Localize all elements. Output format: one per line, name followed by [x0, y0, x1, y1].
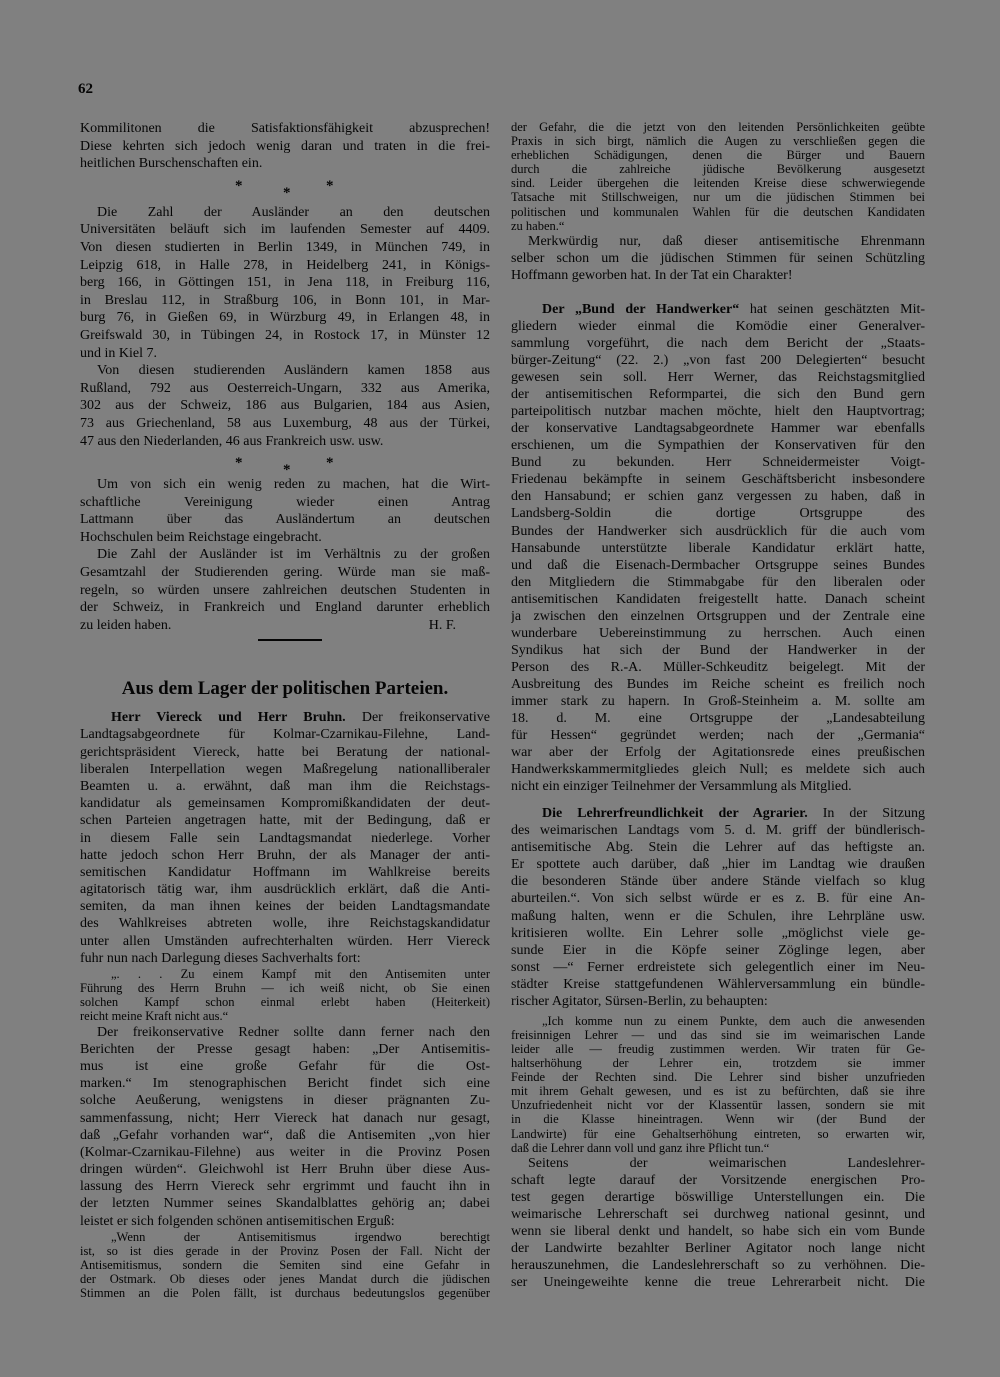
text-line: sonst —“ Ferner erdreistete sich gelegentlich einer im Neu- [511, 959, 925, 975]
text-line: Ausbreitung des Bundes im Reiche scheint es freilich noch [511, 676, 925, 692]
paragraph [80, 546, 490, 634]
text-line [80, 617, 490, 635]
block-quote [511, 120, 925, 233]
text-line: semiten, da man ihnen keines der beiden Landtagsmandate [80, 899, 490, 915]
text-line: Handwerkskammermitgliedes gleich Null; es meldete sich auch [511, 762, 925, 778]
asterisk-mark: * [235, 177, 243, 194]
text-line: test gegen derartige böswillige Unterstellungen ein. Die [511, 1189, 925, 1205]
text-line: antisemitischen Kandidaten freigestellt hatte. Danach scheint [511, 591, 925, 607]
text-line: „Wenn der Antisemitismus irgendwo berechtigt [111, 1229, 490, 1244]
paragraph-lead: Die Lehrerfreundlichkeit der Agrarier. [542, 806, 808, 822]
text-line: erheblichen Schädigungen, denen die Bürger und Bauern [511, 148, 925, 163]
text-line: bürger-Zeitung“ (22. 2.) „von fast 200 Delegierten“ besucht [511, 353, 925, 369]
text-line: freisinnigen Lehrer — und das sind sie im weimarischen Lande [511, 1027, 925, 1042]
paragraph-lead: Der „Bund der Handwerker“ [542, 301, 740, 317]
text-line: lassung des Herrn Viereck sehr ergrimmt und faucht ihn in [80, 1179, 490, 1195]
text-line: Merkwürdig nur, daß dieser antisemitische Ehrenmann [528, 233, 925, 249]
text-line: leider alle — freudig zustimmen werden. Wir traten für Ge- [511, 1042, 925, 1056]
text-line: des weimarischen Landtags vom 5. d. M. griff der bündlerisch- [511, 823, 925, 839]
text-line: sammlung vorgeführt, die nach dem Bericht der „Staats- [511, 335, 925, 351]
text-line: liberalen Interpellation wegen Maßregelung nationalliberaler [80, 761, 490, 777]
text-line: dringen würden“. Gleichwohl ist Herr Bruhn über diese Aus- [80, 1162, 490, 1178]
asterisk-mark: * [326, 177, 334, 194]
text-line: 47 aus den Niederlanden, 46 aus Frankreich usw. usw. [80, 433, 384, 449]
asterisk-mark: * [235, 455, 243, 472]
text-line: kandidatur als gemeinsamen Kompromißkandidaten der deut- [80, 796, 490, 812]
text-line: immer stark zu hapern. In Groß-Steinheim a. M. sollte am [511, 693, 925, 709]
text-line: „Ich komme nun zu einem Punkte, dem auch die anwesenden [542, 1013, 925, 1028]
text-line: maßung halten, wenn er die Schulen, ihre Lehrpläne usw. [511, 908, 925, 924]
paragraph-lead: Herr Viereck und Herr Bruhn. [111, 710, 346, 726]
text-line: solche Aeußerung, wenigstens in dieser prägnanten Zu- [80, 1093, 490, 1109]
text-line: ja zwischen den einzelnen Ortsgruppen und der Zentrale eine [511, 608, 925, 624]
text-line: Er spottete auch darüber, daß „hier im Landtag wie draußen [511, 857, 925, 873]
text-line: Die Zahl der Ausländer ist im Verhältnis zu der großen [97, 547, 490, 563]
section-heading: Aus dem Lager der politischen Parteien. [121, 678, 449, 700]
left-column [80, 120, 490, 1301]
text-line: durch die zahlreiche jüdische Bevölkerung ausgesetzt [511, 162, 925, 177]
paragraph [511, 233, 925, 284]
text-line: Hoffmann geworben hat. In der Tat ein Charakter! [511, 267, 793, 283]
asterisk-mark: * [326, 455, 334, 472]
asterisk-mark: * [283, 462, 291, 479]
text-line: 73 aus Griechenland, 58 aus Luxemburg, 48 aus der Türkei, [80, 415, 490, 431]
text-line: Syndikus hat sich der Bund der Handwerker in der [511, 642, 925, 658]
text-line: Leipzig 618, in Halle 278, in Heidelberg 241, in Königs- [80, 257, 490, 273]
text-line: semitischen Kandidatur Hoffmann im Wahlkreise bereits [80, 864, 490, 880]
text-line: war aber der Erfolg der Agitationsrede eines preußischen [511, 745, 925, 761]
text-line: herauszunehmen, die Landeslehrerschaft so zu verhöhnen. Die- [511, 1258, 925, 1274]
text-line: mit ihrem Gehalt gewesen, und es ist zu befürchten, daß sie ihre [511, 1084, 925, 1099]
text-line [511, 805, 925, 822]
text-line: Von diesen studierenden Ausländern kamen 1858 aus [97, 363, 490, 379]
text-line: sammenfassung, nicht; Herr Viereck hat danach nur gesagt, [80, 1110, 490, 1126]
text-line: heitlichen Burschenschaften ein. [80, 156, 263, 172]
text-line: der Ostmark. Ob dieses oder jenes Mandat durch die jüdischen [80, 1272, 490, 1287]
paragraph [80, 1024, 490, 1230]
text-line: Beamten u. a. erwähnt, daß man ihm die Reichstags- [80, 778, 490, 794]
text-line: Hansabunde unterstützte liberale Kandidatur erklärt hatte, [511, 540, 925, 556]
text-line: haltserhöhung der Lehrer ein, trotzdem sie immer [511, 1056, 925, 1071]
text-line: ist, so ist dies gerade in der Provinz Posen der Fall. Nicht der [80, 1244, 490, 1258]
text-line: Unzufriedenheit nicht vor der Klassentür lassen, sondern sie mit [511, 1098, 925, 1113]
text-line: Bund zu bekunden. Herr Schneidermeister Voigt- [511, 455, 925, 471]
text-line: des Wahlkreises abtreten wolle, ihre Reichstagskandidatur [80, 916, 490, 932]
block-quote [511, 1014, 925, 1155]
block-quote [80, 967, 490, 1024]
text-line: aburteilen.“. Von sich selbst würde er es z. B. für eine An- [511, 891, 925, 907]
text-line: Feinde der Rechten sind. Die Lehrer sind bisher unzufrieden [511, 1070, 925, 1085]
text-line: weimarische Lehrerschaft sei durchweg national gesinnt, und [511, 1206, 925, 1222]
rule-line [258, 639, 322, 641]
text-line: Gesamtzahl der Studierenden gering. Würde man sie maß- [80, 565, 490, 581]
asterism [80, 450, 490, 479]
text-line: (Kolmar-Czarnikau-Filehne) aus weiter in die Provinz Posen [80, 1144, 490, 1160]
asterism [80, 173, 490, 204]
text-line: solchen Kampf schon einmal erlebt haben (Heiterkeit) [80, 995, 490, 1010]
text-line: wunderbare Uebereinstimmung zu herrschen. Auch einen [511, 625, 925, 641]
text-line: Antisemitismus, sondern die Semiten sind eine Gefahr in [80, 1258, 490, 1273]
text-line: reicht meine Kraft nicht aus.“ [80, 1009, 229, 1024]
text-line: der letzten Nummer seines Skandalblattes gehörig an; dabei [80, 1196, 490, 1212]
paragraph [80, 204, 490, 362]
text-line: marken.“ Im stenographischen Bericht findet sich eine [80, 1076, 490, 1092]
text-line: und daß die Eisenach-Dermbacher Ortsgruppe seines Bundes [511, 557, 925, 573]
text-line: Diese kehrten sich jedoch wenig daran und traten in die frei- [80, 138, 490, 154]
text-line: Kommilitonen die Satisfaktionsfähigkeit abzusprechen! [80, 121, 490, 136]
text-line: gewesen sein soll. Herr Werner, das Reichstagsmitglied [511, 370, 925, 386]
text-line: Bundes der Handwerker sich ausdrücklich für die auch vom [511, 523, 925, 539]
text-line: Hochschulen beim Reichstage eingebracht. [80, 529, 322, 545]
text-line: Greifswald 30, in Tübingen 24, in Rostock 17, in Münster 12 [80, 327, 490, 343]
text-line: Lattmann über das Ausländertum an deutschen [80, 512, 490, 528]
text-line: antisemitische Abg. Stein die Lehrer auf das heftigste an. [511, 840, 925, 856]
text-line: Führung des Herrn Bruhn — ich weiß nicht, ob Sie einen [80, 981, 490, 996]
text-line: Landwirte) für eine Gehaltserhöhung eintreten, so erwarten wir, [511, 1126, 925, 1141]
paragraph [80, 709, 490, 967]
text-line: 302 aus der Schweiz, 186 aus Bulgarien, 184 aus Asien, [80, 398, 490, 414]
paragraph [80, 362, 490, 450]
text-line: 18. d. M. eine Ortsgruppe der „Landesabteilung [511, 711, 925, 727]
paragraph [511, 301, 925, 795]
text-line: Die Zahl der Ausländer an den deutschen [97, 204, 490, 220]
text-line: zu haben.“ [511, 218, 565, 233]
text-line: ser Uneingeweihte kenne die treue Lehrerarbeit nicht. Die [511, 1275, 925, 1291]
text-line: daß die Lehrer dann voll und ganz ihre Pflicht tun.“ [511, 1140, 770, 1155]
separator-rule [80, 634, 490, 650]
author-signature: H. F. [428, 617, 456, 633]
text-line: agitatorisch tätig war, ihm ausdrücklich erklärt, daß die Anti- [80, 882, 490, 898]
text-line: in diesem Falle sein Landtagsmandat niederlege. Vorher [80, 830, 490, 846]
text-line: Seitens der weimarischen Landeslehrer- [528, 1155, 925, 1171]
text-line: gliedern wieder einmal die Komödie einer Generalver- [511, 318, 925, 334]
block-quote [80, 1230, 490, 1301]
line-text: hat seinen geschätzten Mit- [749, 301, 925, 317]
text-line: unter allen Umständen aufrechterhalten würden. Herr Viereck [80, 933, 490, 949]
text-line: Praxis in sich birgt, nämlich die Augen zu verschließen gegen die [511, 134, 925, 149]
text-line: den Hansabund; er schien ganz vergessen zu haben, daß in [511, 489, 925, 505]
text-line: gerichtspräsident Viereck, hatte bei Beratung der national- [80, 744, 490, 760]
text-line: der konservative Landtagsabgeordnete Hammer war ebenfalls [511, 421, 925, 437]
text-line: parteipolitisch nutzbar machen möchte, hielt den Hauptvortrag; [511, 404, 925, 420]
text-line: Tatsache mit Stillschweigen, nur um die jüdischen Stimmen bei [511, 190, 925, 205]
text-line: den Mitgliedern die Stimmabgabe für den liberalen oder [511, 574, 925, 590]
text-line: selber schon um die jüdischen Stimmen für seinen Schützling [511, 250, 925, 266]
text-line: der antisemitischen Reformpartei, die sich den Bund gern [511, 387, 925, 403]
paragraph [80, 120, 490, 173]
right-column [511, 120, 925, 1291]
text-line: der Landwirte bezahlter Berliner Agitator noch lange nicht [511, 1240, 925, 1256]
text-line: der Gefahr, die die jetzt von den leitenden Persönlichkeiten geübte [511, 120, 925, 134]
text-line: leistet er sich folgenden schönen antisemitischen Erguß: [80, 1213, 395, 1229]
text-line: mus ist eine große Gefahr für die Ost- [80, 1058, 490, 1074]
text-line: rischer Agitator, Sürsen-Berlin, zu behaupten: [511, 993, 768, 1009]
text-line: „. . . Zu einem Kampf mit den Antisemiten unter [111, 967, 490, 982]
text-line: sunde Eier in die Köpfe seiner Zöglinge legen, aber [511, 942, 925, 958]
paragraph [511, 1155, 925, 1291]
text-line: die besonderen Stände über andere Stände vielfach so klug [511, 874, 925, 890]
text-line [80, 709, 490, 726]
text-line: politischen und kommunalen Wahlen für die deutschen Kandidaten [511, 204, 925, 219]
text-line: schen Parteien angetragen hatte, mit der Bedingung, daß er [80, 813, 490, 829]
text-line: fuhr nun nach Darlegung dieses Sachverhalts fort: [80, 950, 361, 966]
text-line: Friedenau bekämpfte in seinem Geschäftsbericht insbesondere [511, 472, 925, 488]
text-line: und in Kiel 7. [80, 345, 157, 361]
text-line [511, 301, 925, 318]
text-line: nicht ein einziger Teilnehmer der Versammlung als Mitglied. [511, 779, 852, 795]
line-text: In der Sitzung [822, 806, 925, 822]
text-line: der Schweiz, in Frankreich und England darunter erheblich [80, 600, 490, 616]
text-line: schaft legte darauf der Vorsitzende energischen Pro- [511, 1172, 925, 1188]
text-line: berg 166, in Göttingen 151, in Jena 118, in Freiburg 116, [80, 275, 490, 291]
text-line: Universitäten beläuft sich im laufenden Semester auf 4409. [80, 222, 490, 238]
text-line: Landsberg-Soldin die dortige Ortsgruppe des [511, 506, 925, 522]
text-line: kritisieren wollte. Ein Lehrer solle „möglichst viele ge- [511, 925, 925, 941]
asterisk-mark: * [283, 184, 291, 201]
page-number: 62 [78, 81, 93, 97]
text-line: hatte jedoch schon Herr Bruhn, der als Manager der anti- [80, 847, 490, 863]
text-line: regeln, so würden unsere zahlreichen deutschen Studenten in [80, 582, 490, 598]
text-line: Person des R.-A. Müller-Schkeuditz beigelegt. Mit der [511, 659, 925, 675]
text-line: Rußland, 792 aus Oesterreich-Ungarn, 332 aus Amerika, [80, 380, 490, 396]
paragraph [511, 805, 925, 1010]
text-line: für Hessen“ gegründet werden; nach der „Germania“ [511, 728, 925, 744]
text-line: Der freikonservative Redner sollte dann ferner nach den [97, 1024, 490, 1040]
text-line: städter Kreise stattgefundenen Wählerversammlung ein bündle- [511, 976, 925, 992]
text-line: wenn sie liberal denkt und handelt, so habe sich ein vom Bunde [511, 1223, 925, 1239]
text-line: Um von sich ein wenig reden zu machen, hat die Wirt- [97, 477, 490, 493]
text-line: Stimmen an die Polen fällt, ist durchaus bedeutungslos gegenüber [80, 1286, 490, 1301]
text-line: in die Klasse hineintragen. Wenn wir (der Bund der [511, 1112, 925, 1127]
text-line: burg 76, in Gießen 69, in Würzburg 49, in Erlangen 48, in [80, 310, 490, 326]
text-line: Landtagsabgeordnete für Kolmar-Czarnikau-Filehne, Land- [80, 727, 490, 743]
paragraph [80, 476, 490, 546]
text-line: Berichten der Presse gesagt haben: „Der Antisemitis- [80, 1041, 490, 1057]
line-text: Der freikonservative [361, 710, 490, 726]
line-text: zu leiden haben. [80, 617, 172, 633]
text-line: sind. Leider übergehen die leitenden Kreise diese schwerwiegende [511, 176, 925, 191]
text-line: schaftliche Vereinigung wieder einen Antrag [80, 494, 490, 510]
text-line: erschienen, um die Sympathien der Konservativen für den [511, 438, 925, 454]
text-line: in Breslau 112, in Straßburg 106, in Bonn 101, in Mar- [80, 292, 490, 308]
text-line: Von diesen studierten in Berlin 1349, in München 749, in [80, 239, 490, 255]
text-line: daß „Gefahr vorhanden war“, daß die Antisemiten „von hier [80, 1127, 490, 1143]
